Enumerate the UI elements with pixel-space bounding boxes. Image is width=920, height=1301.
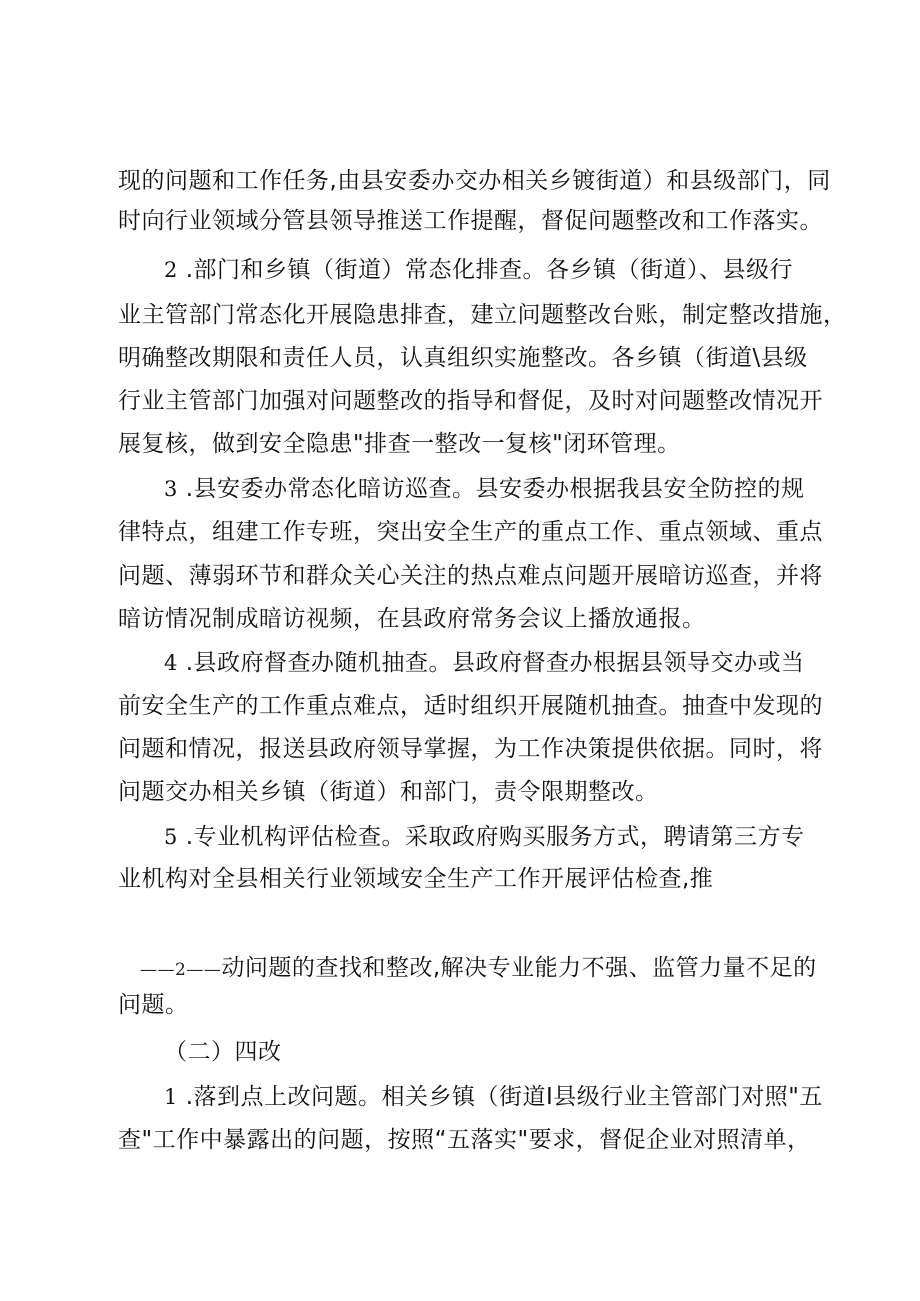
paragraph-line: 查"工作中暴露出的问题，按照“五落实"要求，督促企业对照清单， <box>118 1127 811 1153</box>
paragraph-line: 业机构对全县相关行业领域安全生产工作开展评估检查,推 <box>118 866 714 892</box>
item-number: 3 <box>164 477 178 501</box>
page-footer-line <box>140 948 840 988</box>
item-heading-text: .专业机构评估检查。采取政府购买服务方式，聘请第三方专 <box>185 824 805 850</box>
item-number: 5 <box>164 825 178 849</box>
paragraph-line: 问题。 <box>118 992 189 1018</box>
paragraph-line: 行业主管部门加强对问题整改的指导和督促，及时对问题整改情况开 <box>118 388 823 414</box>
paragraph-line: 问题、薄弱环节和群众关心关注的热点难点问题开展暗访巡查，并将 <box>118 563 823 589</box>
paragraph-line: 业主管部门常态化开展隐患排查，建立问题整改台账，制定整改措施， <box>118 302 847 328</box>
list-item-5-first-line <box>164 817 864 857</box>
item-heading-text: .县安委办常态化暗访巡查。县安委办根据我县安全防控的规 <box>185 476 805 502</box>
paragraph-line: 展复核，做到安全隐患"排查一整改一复核"闭环管理。 <box>118 431 681 457</box>
section-heading: （二）四改 <box>164 1039 282 1065</box>
paragraph-line: 时向行业领域分管县领导推送工作提醒，督促问题整改和工作落实。 <box>118 208 823 234</box>
paragraph-line: 暗访情况制成暗访视频，在县政府常务会议上播放通报。 <box>118 606 706 632</box>
paragraph-line: 前安全生产的工作重点难点，适时组织开展随机抽查。抽查中发现的 <box>118 693 823 719</box>
paragraph-line: 现的问题和工作任务,由县安委办交办相关乡镀街道）和县级部门，同 <box>118 168 831 194</box>
paragraph-line: 问题和情况，报送县政府领导掌握，为工作决策提供依据。同时，将 <box>118 736 823 762</box>
paragraph-line: 问题交办相关乡镇（街道）和部门，责令限期整改。 <box>118 779 659 805</box>
item-number: 2 <box>164 258 178 282</box>
page-number: ——2—— <box>140 960 222 980</box>
continuation-text: 动问题的查找和整改,解决专业能力不强、监管力量不足的 <box>221 955 817 981</box>
paragraph-line: 明确整改期限和责任人员，认真组织实施整改。各乡镇（街道\县级 <box>118 345 808 371</box>
list-item-1-first-line <box>164 1077 864 1117</box>
item-heading-text: .部门和乡镇（街道）常态化排查。各乡镇（街道）、县级行 <box>185 257 793 283</box>
item-heading-text: .落到点上改问题。相关乡镇（街道I县级行业主管部门对照"五 <box>185 1084 823 1110</box>
item-number: 4 <box>164 651 178 675</box>
item-heading-text: .县政府督查办随机抽查。县政府督查办根据县领导交办或当 <box>185 650 805 676</box>
list-item-3-first-line <box>164 469 864 509</box>
list-item-4-first-line <box>164 643 864 683</box>
list-item-2-first-line <box>164 250 864 290</box>
paragraph-line: 律特点，组建工作专班，突出安全生产的重点工作、重点领域、重点 <box>118 519 823 545</box>
item-number: 1 <box>164 1085 178 1109</box>
